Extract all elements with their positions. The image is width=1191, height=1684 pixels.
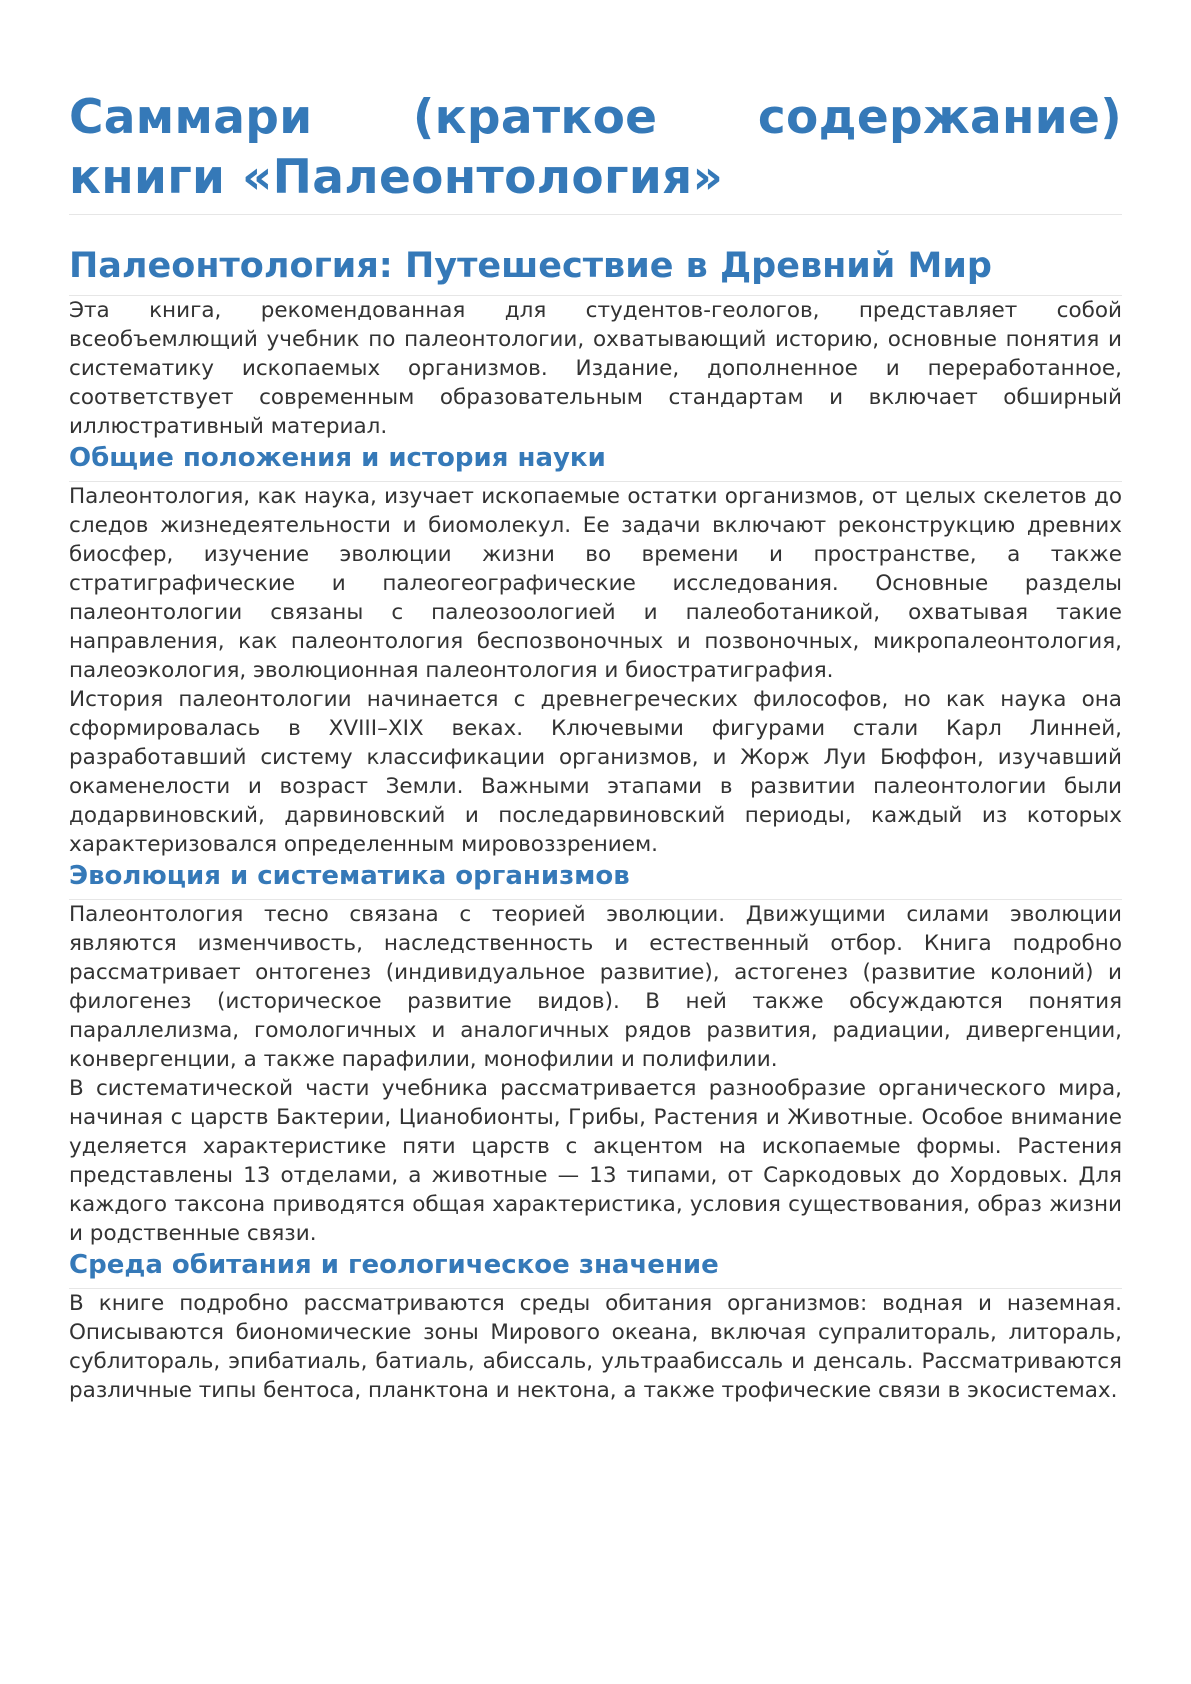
- section-paragraph: В систематической части учебника рассматривается разнообразие органического мира, начиная с царств Бактерии, Цианобионты, Грибы, Растения и Животные. Особое внимание уделяется характеристике пяти царств с акцентом на ископаемые формы. Растения представлены 13 отделами, а животные — 13 типами, от Саркодовых до Хордовых. Для каждого таксона приводятся общая характеристика, условия существования, образ жизни и родственные связи.: [69, 1076, 1122, 1246]
- section-paragraph: Палеонтология тесно связана с теорией эволюции. Движущими силами эволюции являются изменчивость, наследственность и естественный отбор. Книга подробно рассматривает онтогенез (индивидуальное развитие), астогенез (развитие колоний) и филогенез (историческое развитие видов). В ней также обсуждаются понятия параллелизма, гомологичных и аналогичных рядов развития, радиации, дивергенции, конвергенции, а также парафилии, монофилии и полифилии.: [69, 902, 1122, 1072]
- document-page: [69, 88, 1122, 1405]
- section-habitat-geology: [69, 1248, 1122, 1405]
- intro-paragraph: Эта книга, рекомендованная для студентов-геологов, представляет собой всеобъемлющий учебник по палеонтологии, охватывающий историю, основные понятия и систематику ископаемых организмов. Издание, дополненное и переработанное, соответствует современным образовательным стандартам и включает обширный иллюстративный материал.: [69, 298, 1122, 439]
- section-evolution-systematics: [69, 859, 1122, 1248]
- section-heading: Среда обитания и геологическое значение: [69, 1248, 1122, 1289]
- section-paragraph: Палеонтология, как наука, изучает ископаемые остатки организмов, от целых скелетов до следов жизнедеятельности и биомолекул. Ее задачи включают реконструкцию древних биосфер, изучение эволюции жизни во времени и пространстве, а также стратиграфические и палеогеографические исследования. Основные разделы палеонтологии связаны с палеозоологией и палеоботаникой, охватывая такие направления, как палеонтология беспозвоночных и позвоночных, микропалеонтология, палеоэкология, эволюционная палеонтология и биостратиграфия.: [69, 484, 1122, 683]
- section-heading: Эволюция и систематика организмов: [69, 859, 1122, 900]
- section-paragraph: История палеонтологии начинается с древнегреческих философов, но как наука она сформировалась в XVIII–XIX веках. Ключевыми фигурами стали Карл Линней, разработавший систему классификации организмов, и Жорж Луи Бюффон, изучавший окаменелости и возраст Земли. Важными этапами в развитии палеонтологии были додарвиновский, дарвиновский и последарвиновский периоды, каждый из которых характеризовался определенным мировоззрением.: [69, 687, 1122, 857]
- section-general-history: [69, 441, 1122, 859]
- section-paragraph: В книге подробно рассматриваются среды обитания организмов: водная и наземная. Описываются биономические зоны Мирового океана, включая супралитораль, литораль, сублитораль, эпибатиаль, батиаль, абиссаль, ультраабиссаль и денсаль. Рассматриваются различные типы бентоса, планктона и нектона, а также трофические связи в экосистемах.: [69, 1291, 1122, 1403]
- section-heading: Общие положения и история науки: [69, 441, 1122, 482]
- document-title: Саммари (краткое содержание) книги «Палеонтология»: [69, 88, 1122, 215]
- document-subtitle: Палеонтология: Путешествие в Древний Мир: [69, 243, 1122, 296]
